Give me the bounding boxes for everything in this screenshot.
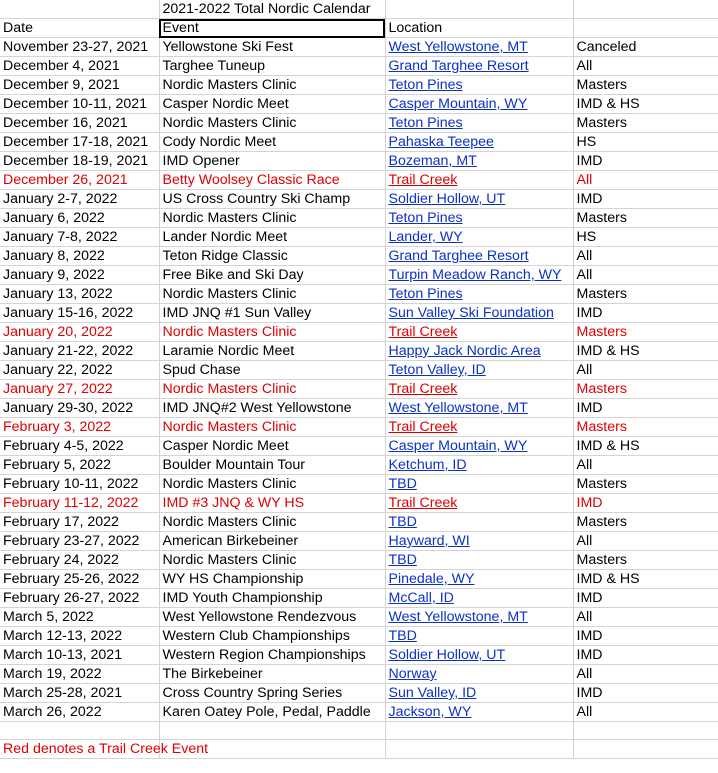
location-link[interactable]: Casper Mountain, WY [385,95,573,114]
event-cell[interactable]: Nordic Masters Clinic [159,209,385,228]
event-cell[interactable]: Nordic Masters Clinic [159,380,385,399]
cell[interactable] [0,722,159,740]
location-link[interactable]: Teton Pines [385,114,573,133]
event-cell[interactable]: Spud Chase [159,361,385,380]
location-link[interactable]: Grand Targhee Resort [385,247,573,266]
cell[interactable] [159,722,385,740]
table-row [0,190,718,209]
date-cell[interactable]: December 9, 2021 [0,76,159,95]
table-row [0,285,718,304]
table-row [0,627,718,646]
category-cell[interactable]: IMD [573,399,718,418]
event-cell[interactable]: Nordic Masters Clinic [159,76,385,95]
event-cell[interactable]: IMD #3 JNQ & WY HS [159,494,385,513]
location-link[interactable]: Ketchum, ID [385,456,573,475]
location-link[interactable]: Sun Valley, ID [385,684,573,703]
cell[interactable] [573,740,718,759]
event-cell[interactable]: US Cross Country Ski Champ [159,190,385,209]
date-cell[interactable]: February 24, 2022 [0,551,159,570]
date-cell[interactable]: March 19, 2022 [0,665,159,684]
event-cell[interactable]: IMD Youth Championship [159,589,385,608]
sheet-title[interactable]: 2021-2022 Total Nordic Calendar [159,0,385,19]
location-link[interactable]: Trail Creek [385,171,573,190]
table-row [0,171,718,190]
location-link[interactable]: Hayward, WI [385,532,573,551]
location-link[interactable]: TBD [385,551,573,570]
category-cell[interactable]: All [573,57,718,76]
category-cell[interactable]: IMD [573,152,718,171]
table-row [0,475,718,494]
category-cell[interactable]: IMD [573,190,718,209]
category-cell[interactable]: All [573,266,718,285]
event-cell[interactable]: Western Region Championships [159,646,385,665]
table-row [0,266,718,285]
category-cell[interactable]: IMD [573,589,718,608]
date-cell[interactable]: January 9, 2022 [0,266,159,285]
header-category[interactable] [573,19,718,38]
category-cell[interactable]: Masters [573,551,718,570]
location-link[interactable]: Pinedale, WY [385,570,573,589]
category-cell[interactable]: Masters [573,380,718,399]
event-cell[interactable]: Nordic Masters Clinic [159,513,385,532]
location-link[interactable]: Teton Pines [385,285,573,304]
date-cell[interactable]: January 27, 2022 [0,380,159,399]
date-cell[interactable]: January 13, 2022 [0,285,159,304]
date-cell[interactable]: February 26-27, 2022 [0,589,159,608]
table-row [0,418,718,437]
location-link[interactable]: Norway [385,665,573,684]
date-cell[interactable]: January 15-16, 2022 [0,304,159,323]
table-row [0,209,718,228]
table-row [0,95,718,114]
location-link[interactable]: Trail Creek [385,418,573,437]
category-cell[interactable]: IMD & HS [573,437,718,456]
location-link[interactable]: West Yellowstone, MT [385,38,573,57]
date-cell[interactable]: December 10-11, 2021 [0,95,159,114]
table-row [0,76,718,95]
category-cell[interactable]: Masters [573,475,718,494]
location-link[interactable]: Bozeman, MT [385,152,573,171]
category-cell[interactable]: Masters [573,418,718,437]
location-link[interactable]: Turpin Meadow Ranch, WY [385,266,573,285]
date-cell[interactable]: March 25-28, 2021 [0,684,159,703]
category-cell[interactable]: All [573,361,718,380]
cell[interactable] [573,722,718,740]
event-cell[interactable]: Yellowstone Ski Fest [159,38,385,57]
table-row [0,608,718,627]
event-cell[interactable]: Targhee Tuneup [159,57,385,76]
category-cell[interactable]: HS [573,133,718,152]
table-row [0,456,718,475]
location-link[interactable]: TBD [385,475,573,494]
event-cell[interactable]: Boulder Mountain Tour [159,456,385,475]
location-link[interactable]: TBD [385,513,573,532]
event-cell[interactable]: Nordic Masters Clinic [159,551,385,570]
date-cell[interactable]: December 16, 2021 [0,114,159,133]
table-row [0,380,718,399]
category-cell[interactable]: Masters [573,76,718,95]
table-row [0,399,718,418]
table-row [0,323,718,342]
location-link[interactable]: Teton Valley, ID [385,361,573,380]
location-link[interactable]: Trail Creek [385,494,573,513]
event-cell[interactable]: Cross Country Spring Series [159,684,385,703]
category-cell[interactable]: All [573,608,718,627]
table-row [0,114,718,133]
cell[interactable] [385,722,573,740]
title-row [0,0,718,19]
location-link[interactable]: Grand Targhee Resort [385,57,573,76]
event-cell[interactable]: Nordic Masters Clinic [159,285,385,304]
header-date[interactable]: Date [0,19,159,38]
footnote[interactable]: Red denotes a Trail Creek Event [0,740,159,759]
category-cell[interactable]: IMD [573,684,718,703]
category-cell[interactable]: Masters [573,114,718,133]
header-event-selected-cell[interactable]: Event [159,19,385,38]
date-cell[interactable]: January 20, 2022 [0,323,159,342]
event-cell[interactable]: Free Bike and Ski Day [159,266,385,285]
date-cell[interactable]: January 8, 2022 [0,247,159,266]
table-row [0,38,718,57]
footnote-row [0,740,718,759]
date-cell[interactable]: February 5, 2022 [0,456,159,475]
category-cell[interactable]: IMD & HS [573,342,718,361]
table-row [0,228,718,247]
cell[interactable] [385,0,573,19]
event-cell[interactable]: Teton Ridge Classic [159,247,385,266]
category-cell[interactable]: All [573,171,718,190]
table-row [0,551,718,570]
category-cell[interactable]: All [573,456,718,475]
date-cell[interactable]: January 2-7, 2022 [0,190,159,209]
date-cell[interactable]: January 22, 2022 [0,361,159,380]
event-cell[interactable]: IMD JNQ#2 West Yellowstone [159,399,385,418]
event-cell[interactable]: Western Club Championships [159,627,385,646]
table-row [0,589,718,608]
date-cell[interactable]: February 4-5, 2022 [0,437,159,456]
category-cell[interactable]: Masters [573,209,718,228]
date-cell[interactable]: March 10-13, 2021 [0,646,159,665]
location-link[interactable]: Happy Jack Nordic Area [385,342,573,361]
location-link[interactable]: Sun Valley Ski Foundation [385,304,573,323]
event-cell[interactable]: Casper Nordic Meet [159,437,385,456]
table-row [0,703,718,722]
table-row [0,646,718,665]
date-cell[interactable]: February 25-26, 2022 [0,570,159,589]
table-row [0,133,718,152]
location-link[interactable]: Trail Creek [385,380,573,399]
date-cell[interactable]: December 26, 2021 [0,171,159,190]
date-cell[interactable]: December 4, 2021 [0,57,159,76]
event-cell[interactable]: Nordic Masters Clinic [159,418,385,437]
event-cell[interactable]: Lander Nordic Meet [159,228,385,247]
category-cell[interactable]: All [573,247,718,266]
location-link[interactable]: West Yellowstone, MT [385,608,573,627]
location-link[interactable]: Trail Creek [385,323,573,342]
category-cell[interactable]: Masters [573,323,718,342]
date-cell[interactable]: January 6, 2022 [0,209,159,228]
date-cell[interactable]: February 10-11, 2022 [0,475,159,494]
cell[interactable] [385,740,573,759]
category-cell[interactable]: All [573,703,718,722]
location-link[interactable]: TBD [385,627,573,646]
date-cell[interactable]: January 7-8, 2022 [0,228,159,247]
date-cell[interactable]: February 17, 2022 [0,513,159,532]
table-row [0,342,718,361]
table-row [0,684,718,703]
location-link[interactable]: Teton Pines [385,76,573,95]
location-link[interactable]: Teton Pines [385,209,573,228]
table-row [0,57,718,76]
event-cell[interactable]: West Yellowstone Rendezvous [159,608,385,627]
cell[interactable] [0,0,159,19]
date-cell[interactable]: February 3, 2022 [0,418,159,437]
blank-row [0,722,718,740]
table-row [0,532,718,551]
category-cell[interactable]: IMD [573,494,718,513]
category-cell[interactable]: All [573,665,718,684]
date-cell[interactable]: December 18-19, 2021 [0,152,159,171]
header-row [0,19,718,38]
category-cell[interactable]: Masters [573,285,718,304]
category-cell[interactable]: HS [573,228,718,247]
location-link[interactable]: West Yellowstone, MT [385,399,573,418]
date-cell[interactable]: March 12-13, 2022 [0,627,159,646]
table-row [0,665,718,684]
table-row [0,152,718,171]
table-row [0,361,718,380]
event-cell[interactable]: The Birkebeiner [159,665,385,684]
date-cell[interactable]: February 23-27, 2022 [0,532,159,551]
date-cell[interactable]: January 29-30, 2022 [0,399,159,418]
table-row [0,513,718,532]
category-cell[interactable]: Canceled [573,38,718,57]
event-cell[interactable]: Laramie Nordic Meet [159,342,385,361]
category-cell[interactable]: IMD & HS [573,95,718,114]
event-cell[interactable]: Nordic Masters Clinic [159,323,385,342]
event-cell[interactable]: Nordic Masters Clinic [159,475,385,494]
location-link[interactable]: McCall, ID [385,589,573,608]
date-cell[interactable]: December 17-18, 2021 [0,133,159,152]
location-link[interactable]: Jackson, WY [385,703,573,722]
location-link[interactable]: Casper Mountain, WY [385,437,573,456]
category-cell[interactable]: Masters [573,513,718,532]
date-cell[interactable]: March 5, 2022 [0,608,159,627]
location-link[interactable]: Soldier Hollow, UT [385,190,573,209]
event-cell[interactable]: WY HS Championship [159,570,385,589]
date-cell[interactable]: February 11-12, 2022 [0,494,159,513]
event-cell[interactable]: Casper Nordic Meet [159,95,385,114]
cell[interactable] [573,0,718,19]
event-cell[interactable]: Cody Nordic Meet [159,133,385,152]
category-cell[interactable]: IMD [573,646,718,665]
location-link[interactable]: Lander, WY [385,228,573,247]
table-row [0,304,718,323]
location-link[interactable]: Pahaska Teepee [385,133,573,152]
event-cell[interactable]: IMD JNQ #1 Sun Valley [159,304,385,323]
date-cell[interactable]: November 23-27, 2021 [0,38,159,57]
event-cell[interactable]: Karen Oatey Pole, Pedal, Paddle [159,703,385,722]
date-cell[interactable]: March 26, 2022 [0,703,159,722]
date-cell[interactable]: January 21-22, 2022 [0,342,159,361]
table-row [0,494,718,513]
table-row [0,437,718,456]
category-cell[interactable]: All [573,532,718,551]
table-row [0,247,718,266]
location-link[interactable]: Soldier Hollow, UT [385,646,573,665]
event-cell[interactable]: Nordic Masters Clinic [159,114,385,133]
event-cell[interactable]: Betty Woolsey Classic Race [159,171,385,190]
category-cell[interactable]: IMD & HS [573,570,718,589]
category-cell[interactable]: IMD [573,627,718,646]
table-row [0,570,718,589]
header-location[interactable]: Location [385,19,573,38]
category-cell[interactable]: IMD [573,304,718,323]
event-cell[interactable]: American Birkebeiner [159,532,385,551]
event-cell[interactable]: IMD Opener [159,152,385,171]
